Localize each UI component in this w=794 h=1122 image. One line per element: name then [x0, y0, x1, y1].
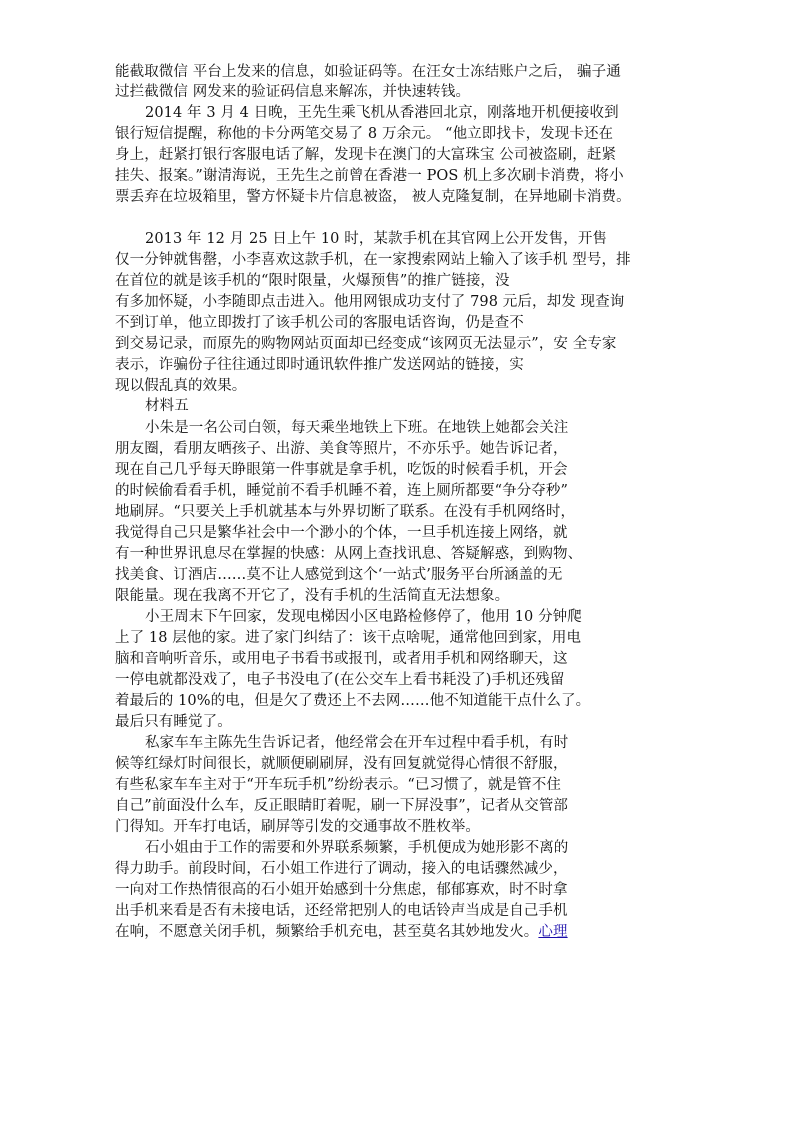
text-line: 票丢弃在垃圾箱里，警方怀疑卡片信息被盗， 被人克隆复制，在异地刷卡消费。 [115, 189, 631, 205]
text-line: 仅一分钟就售罄，小李喜欢这款手机，在一家搜索网站上输入了该手机 型号，排 [115, 252, 631, 268]
text-line: 限能量。现在我离不开它了，没有手机的生活简直无法想象。 [115, 588, 510, 604]
text-line: 现以假乱真的效果。 [115, 378, 247, 394]
text-line: 最后只有睡觉了。 [115, 714, 232, 730]
text-line: 私家车车主陈先生告诉记者，他经常会在开车过程中看手机，有时 [145, 735, 569, 751]
text-line: 身上，赶紧打银行客服电话了解，发现卡在澳门的大富珠宝 公司被盗刷，赶紧 [115, 147, 617, 163]
text-line: 2013 年 12 月 25 日上午 10 时，某款手机在其官网上公开发售，开售 [145, 231, 608, 247]
text-line: 上了 18 层他的家。进了家门纠结了：该干点啥呢，通常他回到家，用电 [115, 630, 582, 646]
text-line: 有多加怀疑，小李随即点击进入。他用网银成功支付了 798 元后，却发 现查询 [115, 294, 625, 310]
text-line: 2014 年 3 月 4 日晚，王先生乘飞机从香港回北京，刚落地开机便接收到 [145, 105, 619, 121]
text-line: 地刷屏。“只要关上手机就基本与外界切断了联系。在没有手机网络时， [115, 504, 576, 520]
text-line: 过拦截微信 网发来的验证码信息来解冻，并快速转钱。 [115, 84, 471, 100]
text-line: 一停电就都没戏了，电子书没电了(在公交车上看书耗没了)手机还残留 [115, 672, 565, 688]
text-line: 的时候偷看看手机，睡觉前不看手机睡不着，连上厕所都要“争分夺秒” [115, 483, 569, 499]
text-line: 不到订单，他立即拨打了该手机公司的客服电话咨询，仍是查不 [115, 315, 524, 331]
text-line: 自己”前面没什么车，反正眼睛盯着呢，刷一下屏没事”，记者从交管部 [115, 798, 569, 814]
text-line: 我觉得自己只是繁华社会中一个渺小的个体，一旦手机连接上网络，就 [115, 525, 568, 541]
text-line: 小朱是一名公司白领，每天乘坐地铁上下班。在地铁上她都会关注 [145, 420, 569, 436]
text-line: 能截取微信 平台上发来的信息，如验证码等。在汪女士冻结账户之后， 骗子通 [115, 64, 621, 80]
text-line: 表示，诈骗份子往往通过即时通讯软件推广发送网站的链接，实 [115, 357, 524, 373]
text-line: 脑和音响听音乐，或用电子书看书或报刊，或者用手机和网络聊天，这 [115, 651, 568, 667]
text-line: 现在自己几乎每天睁眼第一件事就是拿手机，吃饭的时候看手机，开会 [115, 462, 568, 478]
text-line: 朋友圈，看朋友晒孩子、出游、美食等照片，不亦乐乎。她告诉记者， [115, 441, 568, 457]
text-line: 一向对工作热情很高的石小姐开始感到十分焦虑，郁郁寡欢，时不时拿 [115, 882, 568, 898]
text-line: 找美食、订酒店……莫不让人感觉到这个‘一站式’服务平台所涵盖的无 [115, 567, 563, 583]
text-line: 在首位的就是该手机的“限时限量，火爆预售”的推广链接，没 [115, 273, 510, 289]
text-line [115, 922, 568, 942]
text-line: 有些私家车车主对于“开车玩手机”纷纷表示。“已习惯了，就是管不住 [115, 777, 561, 793]
text-line: 得力助手。前段时间，石小姐工作进行了调动，接入的电话骤然减少， [115, 861, 568, 877]
psychology-link[interactable]: 心理 [538, 924, 568, 940]
text-line: 出手机来看是否有未接电话，还经常把别人的电话铃声当成是自己手机 [115, 903, 568, 919]
text-line: 小王周末下午回家，发现电梯因小区电路检修停了，他用 10 分钟爬 [145, 609, 582, 625]
text-line: 挂失、报案。”谢清海说，王先生之前曾在香港一 POS 机上多次刷卡消费，将小 [115, 168, 624, 184]
section-heading: 材料五 [145, 398, 189, 414]
text-line: 着最后的 10%的电，但是欠了费还上不去网……他不知道能干点什么了。 [115, 693, 591, 709]
text-line: 到交易记录，而原先的购物网站页面却已经变成“该网页无法显示”，安 全专家 [115, 336, 617, 352]
text-line: 门得知。开车打电话，刷屏等引发的交通事故不胜枚举。 [115, 819, 480, 835]
text-line: 石小姐由于工作的需要和外界联系频繁，手机便成为她形影不离的 [145, 840, 569, 856]
text-line-content: 在响，不愿意关闭手机，频繁给手机充电，甚至莫名其妙地发火。 [115, 924, 539, 940]
text-line: 银行短信提醒，称他的卡分两笔交易了 8 万余元。 “他立即找卡，发现卡还在 [115, 126, 614, 142]
text-line: 候等红绿灯时间很长，就顺便刷刷屏，没有回复就觉得心情很不舒服， [115, 756, 568, 772]
text-line: 有一种世界讯息尽在掌握的快感：从网上查找讯息、答疑解惑，到购物、 [115, 546, 583, 562]
